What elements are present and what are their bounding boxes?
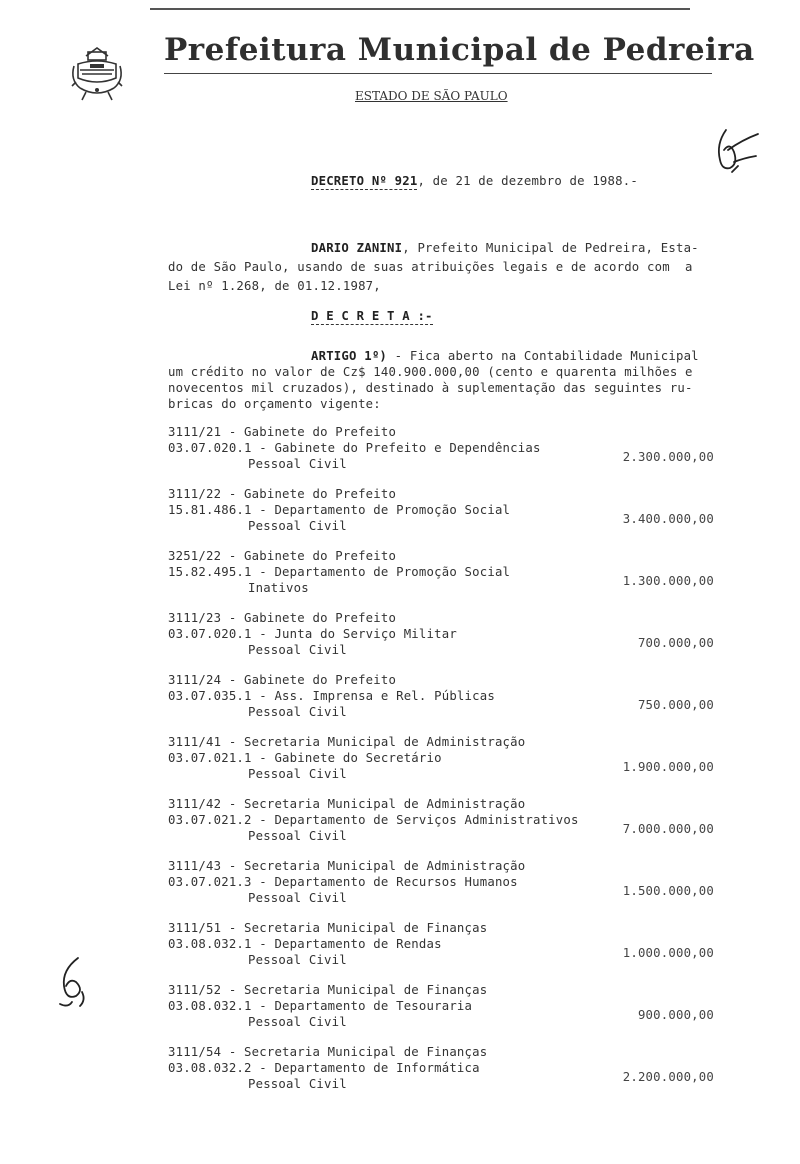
- entry-account-code: 3111/51 - Secretaria Municipal de Finanças: [168, 921, 488, 935]
- entry-unit: 03.08.032.1 - Departamento de Rendas: [168, 937, 442, 951]
- article1-line-1: ARTIGO 1º) - Fica aberto na Contabilidade Municipal: [311, 349, 699, 363]
- entry-expense-item: Pessoal Civil: [248, 457, 347, 471]
- mayor-name: DARIO ZANINI: [311, 241, 403, 255]
- entry-expense-item: Pessoal Civil: [248, 1077, 347, 1091]
- entry-unit: 15.81.486.1 - Departamento de Promoção Social: [168, 503, 511, 517]
- entry-account-code: 3111/43 - Secretaria Municipal de Administração: [168, 859, 526, 873]
- entry-amount: 3.400.000,00: [622, 512, 714, 526]
- entry-amount: 7.000.000,00: [622, 822, 714, 836]
- entry-unit: 03.07.021.2 - Departamento de Serviços Administrativos: [168, 813, 579, 827]
- decree-date: , de 21 de dezembro de 1988.-: [417, 174, 638, 188]
- preamble-line-1: DARIO ZANINI, Prefeito Municipal de Pedreira, Esta-: [311, 241, 699, 255]
- decree-heading-line: [311, 173, 638, 189]
- title-underline: [164, 73, 712, 74]
- entry-expense-item: Pessoal Civil: [248, 767, 347, 781]
- top-border-line: [150, 8, 690, 10]
- entry-account-code: 3111/22 - Gabinete do Prefeito: [168, 487, 397, 501]
- entry-unit: 15.82.495.1 - Departamento de Promoção Social: [168, 565, 511, 579]
- decree-number: DECRETO Nº 921: [311, 174, 418, 188]
- entry-amount: 1.000.000,00: [622, 946, 714, 960]
- entry-amount: 750.000,00: [637, 698, 714, 712]
- entry-unit: 03.08.032.1 - Departamento de Tesouraria: [168, 999, 473, 1013]
- entry-expense-item: Pessoal Civil: [248, 1015, 347, 1029]
- entry-account-code: 3111/42 - Secretaria Municipal de Administração: [168, 797, 526, 811]
- entry-amount: 2.200.000,00: [622, 1070, 714, 1084]
- preamble-line-2: do de São Paulo, usando de suas atribuições legais e de acordo com a: [168, 260, 693, 274]
- article1-label: ARTIGO 1º): [311, 349, 388, 363]
- article1-line-3: novecentos mil cruzados), destinado à suplementação das seguintes ru-: [168, 381, 693, 395]
- entry-amount: 1.500.000,00: [622, 884, 714, 898]
- entry-unit: 03.07.020.1 - Junta do Serviço Militar: [168, 627, 457, 641]
- handwritten-initials-icon: [712, 122, 764, 180]
- entry-account-code: 3111/52 - Secretaria Municipal de Finanças: [168, 983, 488, 997]
- entry-unit: 03.07.035.1 - Ass. Imprensa e Rel. Públicas: [168, 689, 495, 703]
- entry-account-code: 3251/22 - Gabinete do Prefeito: [168, 549, 397, 563]
- entry-account-code: 3111/41 - Secretaria Municipal de Administração: [168, 735, 526, 749]
- entry-account-code: 3111/24 - Gabinete do Prefeito: [168, 673, 397, 687]
- preamble-line-3: Lei nº 1.268, de 01.12.1987,: [168, 279, 381, 293]
- entry-expense-item: Pessoal Civil: [248, 643, 347, 657]
- entry-expense-item: Pessoal Civil: [248, 705, 347, 719]
- entry-expense-item: Pessoal Civil: [248, 891, 347, 905]
- entry-account-code: 3111/23 - Gabinete do Prefeito: [168, 611, 397, 625]
- entry-account-code: 3111/21 - Gabinete do Prefeito: [168, 425, 397, 439]
- entry-unit: 03.07.021.1 - Gabinete do Secretário: [168, 751, 442, 765]
- entry-amount: 1.300.000,00: [622, 574, 714, 588]
- entry-expense-item: Pessoal Civil: [248, 829, 347, 843]
- letterhead-state: ESTADO DE SÃO PAULO: [355, 89, 508, 103]
- entry-expense-item: Pessoal Civil: [248, 519, 347, 533]
- entry-amount: 900.000,00: [637, 1008, 714, 1022]
- article1-line-2: um crédito no valor de Cz$ 140.900.000,00 (cento e quarenta milhões e: [168, 365, 693, 379]
- municipal-seal-icon: [66, 42, 128, 104]
- entry-expense-item: Pessoal Civil: [248, 953, 347, 967]
- handwritten-mark-icon: [52, 952, 96, 1012]
- letterhead-title: Prefeitura Municipal de Pedreira: [164, 32, 755, 68]
- entry-unit: 03.07.020.1 - Gabinete do Prefeito e Dependências: [168, 441, 541, 455]
- article1-line-4: bricas do orçamento vigente:: [168, 397, 381, 411]
- entry-unit: 03.07.021.3 - Departamento de Recursos Humanos: [168, 875, 518, 889]
- entry-amount: 2.300.000,00: [622, 450, 714, 464]
- entry-unit: 03.08.032.2 - Departamento de Informática: [168, 1061, 480, 1075]
- entry-expense-item: Inativos: [248, 581, 309, 595]
- decreta-heading: D E C R E T A :-: [311, 309, 433, 323]
- entry-amount: 700.000,00: [637, 636, 714, 650]
- entry-amount: 1.900.000,00: [622, 760, 714, 774]
- entry-account-code: 3111/54 - Secretaria Municipal de Finanças: [168, 1045, 488, 1059]
